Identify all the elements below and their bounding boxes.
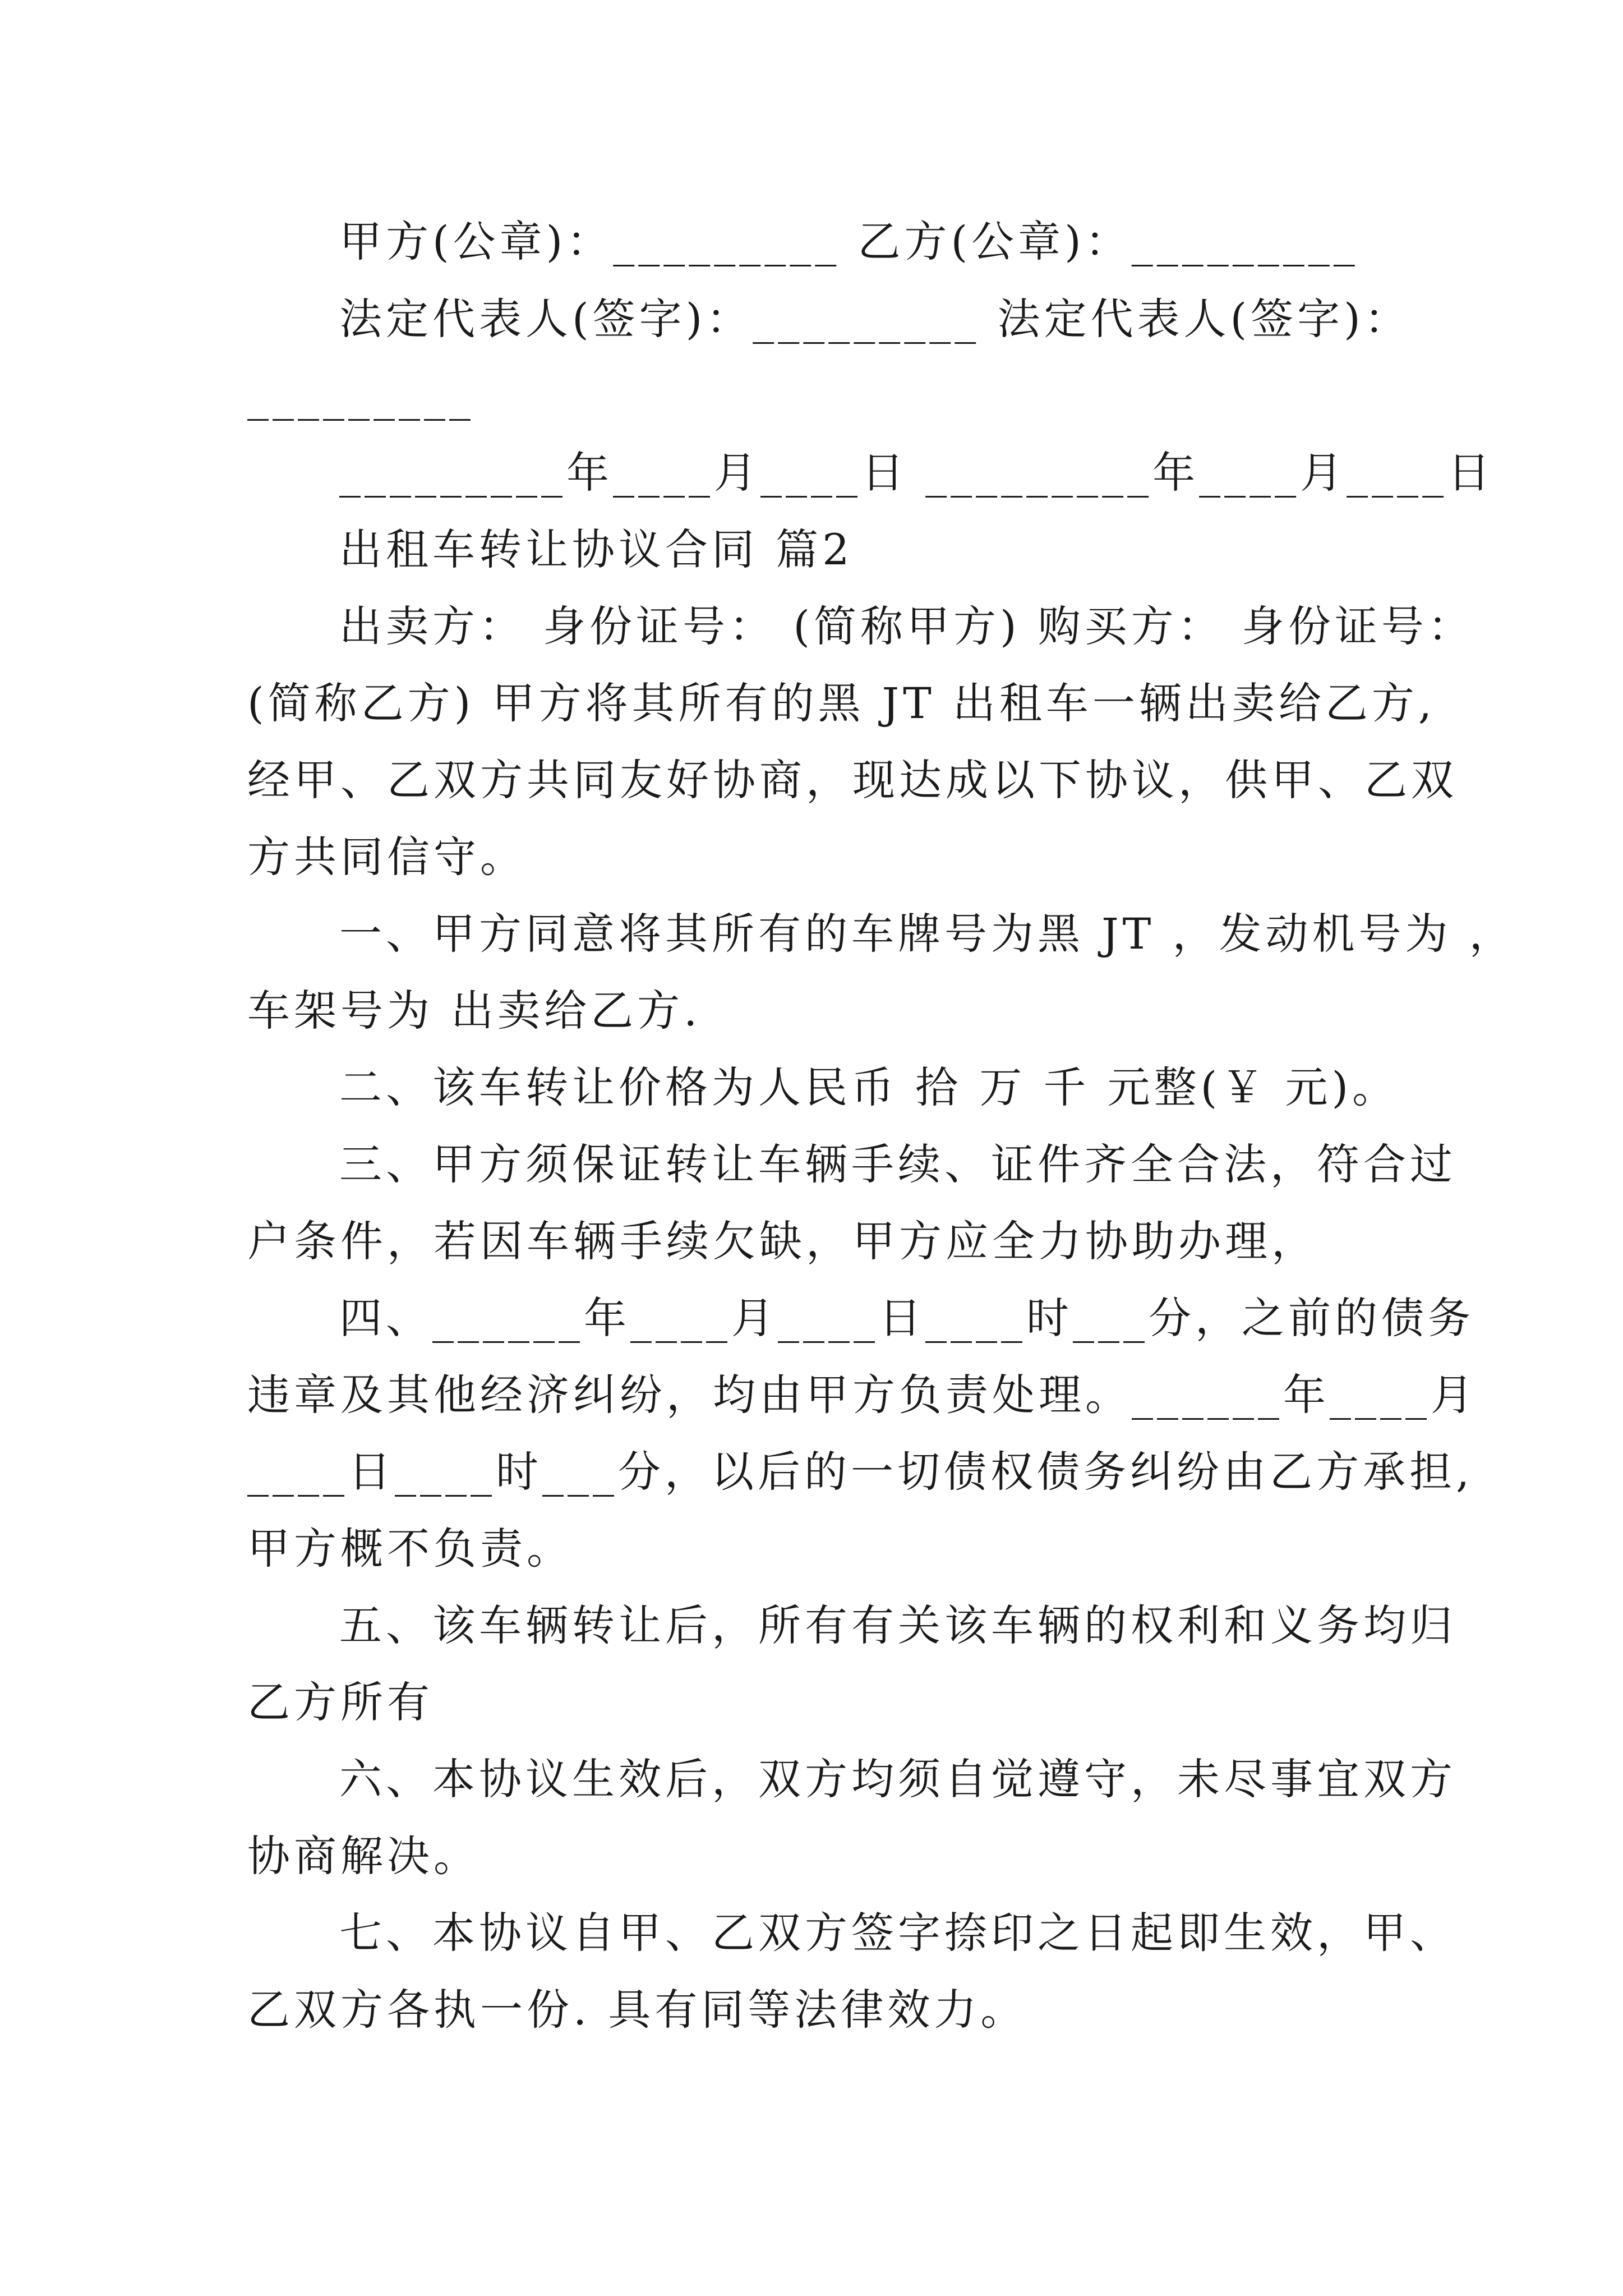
intro-line-3: 经甲、乙双方共同友好协商，现达成以下协议，供甲、乙双 bbox=[247, 755, 1458, 805]
intro-line-4: 方共同信守。 bbox=[247, 832, 527, 882]
clause-4-line-4: 甲方概不负责。 bbox=[247, 1524, 573, 1573]
party-seal-line: 甲方(公章)：_________ 乙方(公章)：_________ bbox=[339, 217, 1359, 266]
clause-1-line-1: 一、甲方同意将其所有的车牌号为黑 JT ，发动机号为 ， bbox=[339, 909, 1516, 959]
clause-5-line-1: 五、该车辆转让后，所有有关该车辆的权利和义务均归 bbox=[339, 1600, 1456, 1650]
clause-6-line-1: 六、本协议生效后，双方均须自觉遵守，未尽事宜双方 bbox=[339, 1754, 1456, 1804]
clause-5-line-2: 乙方所有 bbox=[247, 1677, 434, 1727]
clause-1-line-2: 车架号为 出卖给乙方. bbox=[247, 986, 702, 1036]
clause-7-line-2: 乙双方各执一份. 具有同等法律效力。 bbox=[247, 1985, 1027, 2035]
clause-4-line-2: 违章及其他经济纠纷，均由甲方负责处理。______年____月 bbox=[247, 1370, 1477, 1420]
intro-line-2: (简称乙方) 甲方将其所有的黑 JT 出租车一辆出卖给乙方, bbox=[247, 678, 1436, 728]
clause-6-line-2: 协商解决。 bbox=[247, 1831, 480, 1881]
clause-3-line-2: 户条件，若因车辆手续欠缺，甲方应全力协助办理， bbox=[247, 1216, 1318, 1266]
signature-date-line: _________年____月____日 _________年____月____日 bbox=[339, 448, 1495, 498]
clause-3-line-1: 三、甲方须保证转让车辆手续、证件齐全合法，符合过 bbox=[339, 1139, 1456, 1189]
clause-4-line-1: 四、______年____月____日____时___分，之前的债务 bbox=[339, 1293, 1474, 1343]
clause-2-line-1: 二、该车转让价格为人民币 拾 万 千 元整(￥ 元)。 bbox=[339, 1062, 1399, 1112]
legal-representative-blank: _________ bbox=[247, 371, 474, 421]
clause-4-line-3: ____日____时___分，以后的一切债权债务纠纷由乙方承担, bbox=[247, 1447, 1474, 1497]
intro-line-1: 出卖方： 身份证号： (简称甲方) 购买方： 身份证号： bbox=[339, 601, 1474, 651]
legal-representative-line: 法定代表人(签字)：_________ 法定代表人(签字)： bbox=[339, 294, 1411, 344]
clause-7-line-1: 七、本协议自甲、乙双方签字捺印之日起即生效，甲、 bbox=[339, 1908, 1456, 1958]
section-title: 出租车转让协议合同 篇2 bbox=[339, 524, 854, 574]
